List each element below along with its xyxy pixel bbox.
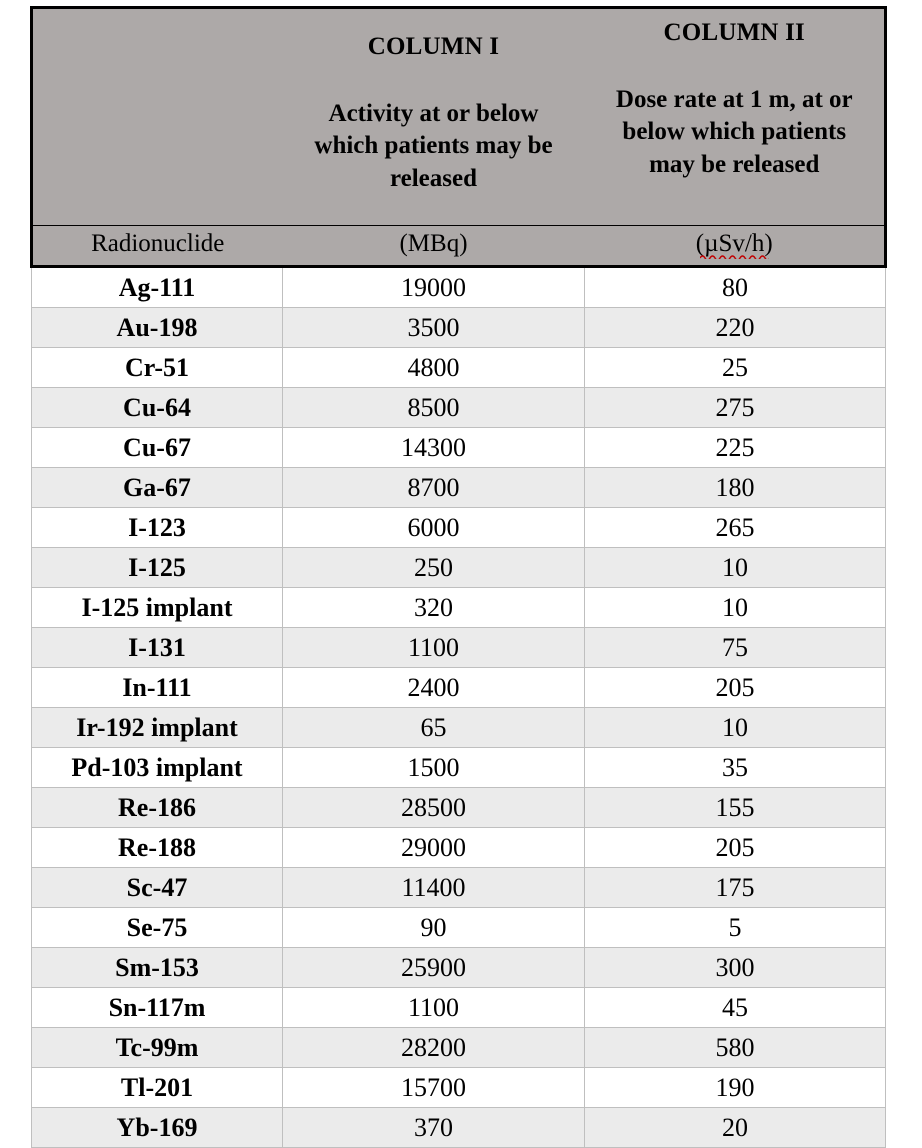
- table-row: [32, 948, 886, 988]
- cell-radionuclide: Au-198: [32, 308, 283, 348]
- units-cell-radionuclide: Radionuclide: [32, 226, 283, 267]
- cell-radionuclide: Pd-103 implant: [32, 748, 283, 788]
- spellcheck-squiggle-underline: [700, 254, 769, 259]
- cell-activity-mbq: 1100: [283, 988, 585, 1028]
- cell-dose-rate-usv-h: 265: [585, 508, 886, 548]
- table-row: [32, 1068, 886, 1108]
- cell-dose-rate-usv-h: 190: [585, 1068, 886, 1108]
- cell-dose-rate-usv-h: 45: [585, 988, 886, 1028]
- cell-radionuclide: In-111: [32, 668, 283, 708]
- table-header-row: [32, 8, 886, 226]
- cell-dose-rate-usv-h: 220: [585, 308, 886, 348]
- cell-activity-mbq: 28200: [283, 1028, 585, 1068]
- cell-radionuclide: Sc-47: [32, 868, 283, 908]
- header-cell-column-one: [283, 8, 585, 226]
- cell-radionuclide: Tc-99m: [32, 1028, 283, 1068]
- cell-dose-rate-usv-h: 300: [585, 948, 886, 988]
- cell-activity-mbq: 4800: [283, 348, 585, 388]
- cell-radionuclide: Re-186: [32, 788, 283, 828]
- cell-dose-rate-usv-h: 175: [585, 868, 886, 908]
- table-row: [32, 308, 886, 348]
- units-dose-label: (µSv/h): [695, 229, 773, 257]
- cell-dose-rate-usv-h: 35: [585, 748, 886, 788]
- cell-activity-mbq: 29000: [283, 828, 585, 868]
- cell-dose-rate-usv-h: 10: [585, 588, 886, 628]
- column-one-title: COLUMN I: [367, 33, 500, 60]
- cell-radionuclide: Cr-51: [32, 348, 283, 388]
- spellcheck-marked-text: [696, 231, 773, 257]
- cell-activity-mbq: 320: [283, 588, 585, 628]
- cell-radionuclide: Yb-169: [32, 1108, 283, 1148]
- cell-radionuclide: I-131: [32, 628, 283, 668]
- table-body: [32, 267, 886, 1148]
- cell-activity-mbq: 28500: [283, 788, 585, 828]
- units-cell-activity: (MBq): [283, 226, 585, 267]
- cell-activity-mbq: 65: [283, 708, 585, 748]
- table-row: [32, 428, 886, 468]
- table-row: [32, 588, 886, 628]
- table-row: [32, 788, 886, 828]
- header-cell-column-two: [585, 8, 886, 226]
- column-two-title: COLUMN II: [663, 19, 805, 46]
- table-row: [32, 508, 886, 548]
- table-row: [32, 1028, 886, 1068]
- column-one-description: Activity at or below which patients may be released: [314, 99, 553, 192]
- cell-activity-mbq: 2400: [283, 668, 585, 708]
- table-row: [32, 348, 886, 388]
- table-row: [32, 748, 886, 788]
- cell-activity-mbq: 250: [283, 548, 585, 588]
- cell-activity-mbq: 11400: [283, 868, 585, 908]
- cell-radionuclide: Sn-117m: [32, 988, 283, 1028]
- cell-radionuclide: Sm-153: [32, 948, 283, 988]
- column-two-spacer: [599, 50, 871, 84]
- cell-radionuclide: Ir-192 implant: [32, 708, 283, 748]
- cell-dose-rate-usv-h: 580: [585, 1028, 886, 1068]
- cell-radionuclide: Cu-64: [32, 388, 283, 428]
- cell-dose-rate-usv-h: 205: [585, 828, 886, 868]
- radionuclide-release-table: [30, 6, 887, 1148]
- header-cell-blank: [32, 8, 283, 226]
- table-row: [32, 548, 886, 588]
- table-row: [32, 628, 886, 668]
- cell-radionuclide: Tl-201: [32, 1068, 283, 1108]
- table-row: [32, 388, 886, 428]
- cell-activity-mbq: 1500: [283, 748, 585, 788]
- table-row: [32, 468, 886, 508]
- radionuclide-release-table-container: [30, 6, 884, 1148]
- cell-radionuclide: I-125: [32, 548, 283, 588]
- cell-activity-mbq: 3500: [283, 308, 585, 348]
- table-row: [32, 988, 886, 1028]
- cell-dose-rate-usv-h: 10: [585, 548, 886, 588]
- column-one-spacer: [297, 64, 571, 98]
- cell-activity-mbq: 15700: [283, 1068, 585, 1108]
- table-units-row: [32, 226, 886, 267]
- table-row: [32, 868, 886, 908]
- cell-activity-mbq: 8500: [283, 388, 585, 428]
- cell-radionuclide: Se-75: [32, 908, 283, 948]
- cell-activity-mbq: 14300: [283, 428, 585, 468]
- cell-activity-mbq: 370: [283, 1108, 585, 1148]
- cell-activity-mbq: 8700: [283, 468, 585, 508]
- cell-activity-mbq: 90: [283, 908, 585, 948]
- table-row: [32, 908, 886, 948]
- cell-dose-rate-usv-h: 155: [585, 788, 886, 828]
- cell-activity-mbq: 25900: [283, 948, 585, 988]
- cell-radionuclide: Ag-111: [32, 267, 283, 308]
- cell-dose-rate-usv-h: 205: [585, 668, 886, 708]
- table-row: [32, 1108, 886, 1148]
- table-row: [32, 668, 886, 708]
- cell-dose-rate-usv-h: 5: [585, 908, 886, 948]
- table-header: [32, 8, 886, 267]
- units-cell-dose-rate: [585, 226, 886, 267]
- cell-radionuclide: I-125 implant: [32, 588, 283, 628]
- cell-radionuclide: Cu-67: [32, 428, 283, 468]
- cell-activity-mbq: 1100: [283, 628, 585, 668]
- table-row: [32, 267, 886, 308]
- cell-activity-mbq: 19000: [283, 267, 585, 308]
- column-two-description: Dose rate at 1 m, at or below which patients may be released: [615, 85, 853, 178]
- table-row: [32, 708, 886, 748]
- cell-dose-rate-usv-h: 180: [585, 468, 886, 508]
- cell-activity-mbq: 6000: [283, 508, 585, 548]
- cell-radionuclide: I-123: [32, 508, 283, 548]
- cell-dose-rate-usv-h: 10: [585, 708, 886, 748]
- cell-radionuclide: Ga-67: [32, 468, 283, 508]
- cell-dose-rate-usv-h: 75: [585, 628, 886, 668]
- cell-dose-rate-usv-h: 20: [585, 1108, 886, 1148]
- table-row: [32, 828, 886, 868]
- cell-dose-rate-usv-h: 225: [585, 428, 886, 468]
- cell-dose-rate-usv-h: 275: [585, 388, 886, 428]
- cell-dose-rate-usv-h: 80: [585, 267, 886, 308]
- cell-radionuclide: Re-188: [32, 828, 283, 868]
- cell-dose-rate-usv-h: 25: [585, 348, 886, 388]
